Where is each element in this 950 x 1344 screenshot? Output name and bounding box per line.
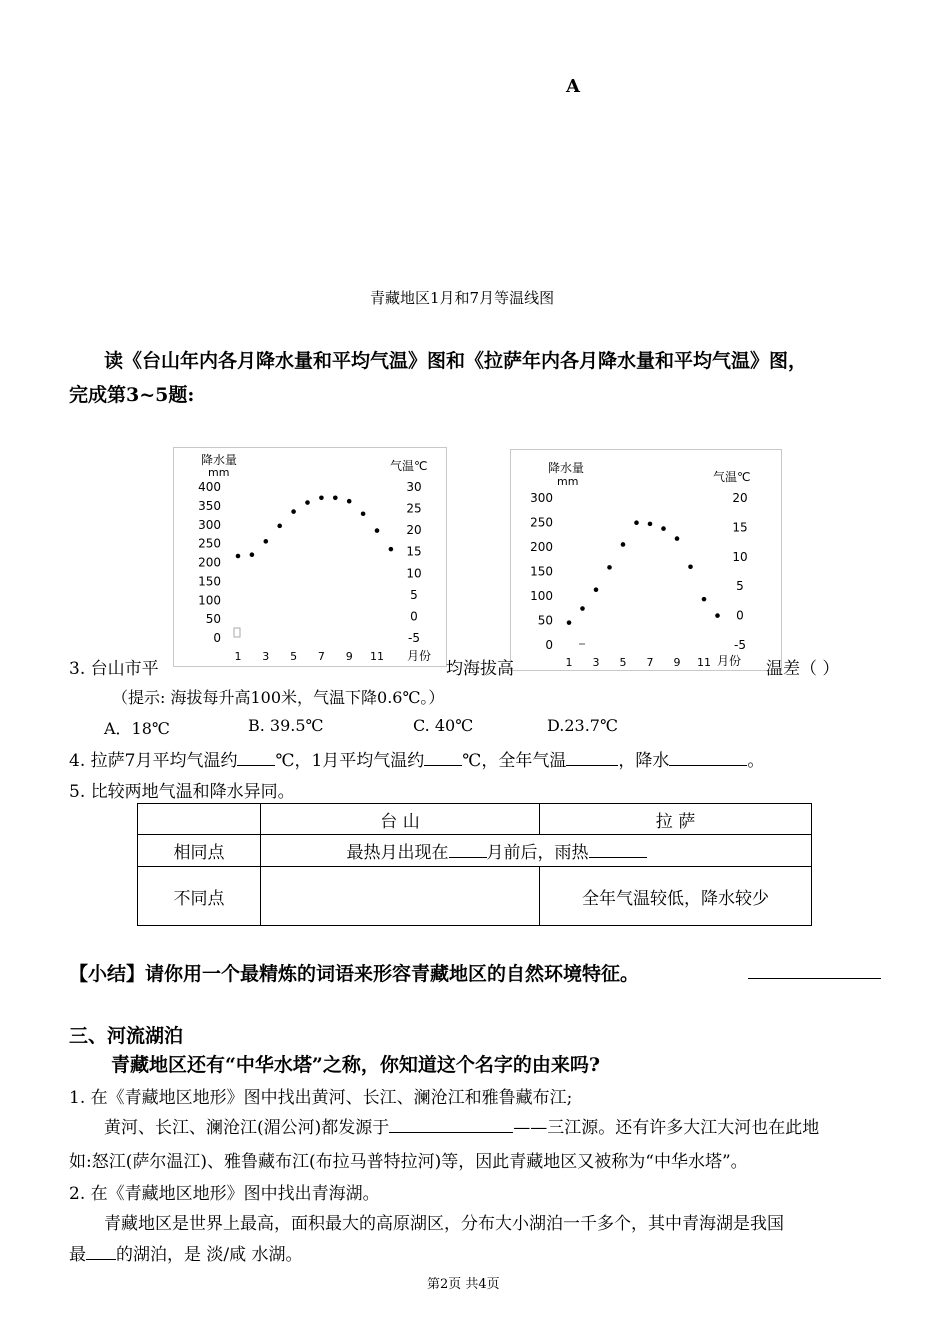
para2-text-b: 最 bbox=[69, 1245, 86, 1265]
x-axis-tick: 3 bbox=[262, 650, 270, 663]
q4-line bbox=[69, 746, 764, 771]
q3-line1-start: 3. 台山市平 bbox=[69, 659, 159, 679]
temperature-point bbox=[567, 620, 572, 625]
table-header-lhasa: 拉 萨 bbox=[540, 804, 812, 835]
table-corner-cell bbox=[138, 804, 261, 835]
section-3-item-1: 1. 在《青藏地区地形》图中找出黄河、长江、澜沧江和雅鲁藏布江; bbox=[69, 1088, 573, 1108]
section-3-para-1-line-2: 如:怒江(萨尔温江)、雅鲁藏布江(布拉马普特拉河)等，因此青藏地区又被称为“中华水塔”。 bbox=[69, 1152, 748, 1172]
summary-text: 【小结】请你用一个最精炼的词语来形容青藏地区的自然环境特征。 bbox=[69, 963, 640, 985]
left-axis-label-1: 降水量 bbox=[548, 461, 585, 475]
temperature-point bbox=[250, 552, 255, 557]
x-axis-tick: 11 bbox=[697, 656, 711, 669]
x-axis-tick: 1 bbox=[234, 650, 242, 663]
right-axis-tick: 30 bbox=[406, 480, 422, 494]
left-axis-tick: 250 bbox=[530, 515, 553, 530]
left-axis-tick: 350 bbox=[198, 498, 221, 513]
q5-text: 5. 比较两地气温和降水异同。 bbox=[69, 782, 295, 802]
q3-option-c: C. 40℃ bbox=[413, 716, 474, 735]
section-3-para-1-line-1 bbox=[104, 1113, 819, 1138]
right-axis-tick: 20 bbox=[406, 523, 422, 538]
page-footer: 第2页 共4页 bbox=[427, 1277, 500, 1292]
x-axis-tick: 9 bbox=[673, 656, 681, 669]
same-text-b: 月前后，雨热 bbox=[486, 843, 589, 863]
right-axis-tick: 0 bbox=[736, 608, 744, 623]
temperature-point bbox=[305, 500, 310, 505]
comparison-table bbox=[137, 803, 812, 926]
same-blank-rainheat[interactable] bbox=[589, 840, 647, 858]
temperature-point bbox=[715, 613, 720, 618]
section-3-para-2-line-1: 青藏地区是世界上最高，面积最大的高原湖区，分布大小湖泊一千多个，其中青海湖是我国 bbox=[104, 1214, 784, 1234]
largest-blank[interactable] bbox=[86, 1242, 116, 1260]
table-diff-taishan[interactable] bbox=[261, 867, 540, 926]
table-row-same-content bbox=[261, 835, 812, 867]
temperature-point bbox=[319, 495, 324, 500]
x-axis-tick: 11 bbox=[370, 650, 384, 663]
q3-line1-end: 温差（ ） bbox=[766, 659, 840, 679]
left-axis-tick: 0 bbox=[213, 631, 221, 645]
left-axis-tick: 100 bbox=[530, 589, 553, 603]
left-axis-tick: 200 bbox=[530, 540, 553, 554]
summary-blank[interactable] bbox=[748, 978, 881, 979]
section-3-title: 三、河流湖泊 bbox=[69, 1025, 184, 1047]
left-axis-tick: 100 bbox=[198, 593, 221, 608]
right-axis-label: 气温℃ bbox=[713, 470, 751, 484]
x-axis-tick: 7 bbox=[317, 650, 325, 663]
temperature-point bbox=[580, 606, 585, 611]
q4-blank-july[interactable] bbox=[237, 748, 275, 766]
x-axis-unit: 月份 bbox=[407, 649, 432, 663]
source-blank[interactable] bbox=[389, 1115, 513, 1133]
temperature-point bbox=[607, 565, 612, 570]
right-axis-tick: 5 bbox=[410, 587, 418, 602]
taishan-climate-chart bbox=[173, 447, 447, 667]
instruction-line-1: 读《台山年内各月降水量和平均气温》图和《拉萨年内各月降水量和平均气温》图， bbox=[104, 350, 808, 372]
para1-text-b: ——三江源。还有许多大江大河也在此地 bbox=[513, 1118, 820, 1138]
lhasa-chart-svg bbox=[511, 450, 781, 670]
right-axis-label: 气温℃ bbox=[390, 459, 428, 473]
right-axis-tick: 20 bbox=[732, 491, 748, 505]
temperature-point bbox=[594, 587, 599, 592]
para2-text-c: 的湖泊，是 淡/咸 水湖。 bbox=[116, 1245, 303, 1265]
temperature-point bbox=[291, 509, 296, 514]
temperature-point bbox=[675, 536, 680, 541]
right-axis-tick: -5 bbox=[408, 631, 420, 645]
q3-option-b: B. 39.5℃ bbox=[248, 716, 324, 735]
temperature-point bbox=[389, 547, 394, 552]
same-blank-month[interactable] bbox=[449, 840, 487, 858]
x-axis-unit: 月份 bbox=[717, 654, 742, 668]
left-axis-label-2: mm bbox=[557, 475, 579, 488]
right-axis-tick: 5 bbox=[736, 579, 744, 594]
x-axis-tick: 5 bbox=[290, 650, 298, 663]
q4-part-5: 。 bbox=[747, 751, 765, 771]
summary-line bbox=[69, 959, 639, 986]
left-axis-label-2: mm bbox=[208, 466, 230, 479]
table-row-label-diff: 不同点 bbox=[138, 867, 261, 926]
table-diff-lhasa: 全年气温较低，降水较少 bbox=[540, 867, 812, 926]
temperature-point bbox=[648, 522, 653, 527]
temperature-point bbox=[702, 597, 707, 602]
temperature-point bbox=[361, 511, 366, 516]
temperature-point bbox=[347, 499, 352, 504]
q4-blank-temp[interactable] bbox=[566, 748, 618, 766]
left-axis-tick: 250 bbox=[198, 536, 221, 551]
q4-part-2: ℃，1月平均气温约 bbox=[275, 751, 425, 771]
temperature-point bbox=[333, 495, 338, 500]
left-axis-label-1: 降水量 bbox=[201, 453, 238, 467]
right-axis-tick: -5 bbox=[734, 638, 746, 652]
right-axis-tick: 15 bbox=[732, 520, 748, 535]
section-3-question: 青藏地区还有“中华水塔”之称，你知道这个名字的由来吗? bbox=[111, 1054, 600, 1076]
left-axis-tick: 50 bbox=[537, 613, 553, 628]
right-axis-tick: 10 bbox=[406, 566, 422, 581]
q3-hint: （提示: 海拔每升高100米，气温下降0.6℃。） bbox=[112, 688, 445, 707]
left-axis-tick: 0 bbox=[545, 638, 553, 652]
left-axis-tick: 150 bbox=[198, 574, 221, 589]
temperature-point bbox=[264, 539, 269, 544]
q4-blank-precip[interactable] bbox=[669, 748, 747, 766]
x-axis-tick: 3 bbox=[592, 656, 600, 669]
temperature-point bbox=[634, 520, 639, 525]
q4-part-3: ℃，全年气温 bbox=[462, 751, 567, 771]
temperature-point bbox=[688, 564, 693, 569]
x-axis-tick: 5 bbox=[619, 656, 627, 669]
para1-text-a: 黄河、长江、澜沧江(湄公河)都发源于 bbox=[104, 1118, 390, 1138]
q3-line1-mid: 均海拔高 bbox=[446, 659, 514, 679]
left-axis-tick: 400 bbox=[198, 480, 221, 494]
lhasa-climate-chart bbox=[510, 449, 782, 671]
temperature-point bbox=[661, 526, 666, 531]
taishan-chart-svg bbox=[174, 448, 446, 666]
x-axis-tick: 7 bbox=[646, 656, 654, 669]
temperature-point bbox=[375, 528, 380, 533]
q4-blank-jan[interactable] bbox=[424, 748, 462, 766]
header-letter: A bbox=[566, 76, 580, 97]
left-axis-tick: 50 bbox=[205, 612, 221, 627]
right-axis-tick: 10 bbox=[732, 549, 748, 564]
right-axis-tick: 15 bbox=[406, 544, 422, 559]
temperature-point bbox=[277, 524, 282, 529]
same-text-a: 最热月出现在 bbox=[346, 843, 449, 863]
instruction-line-2: 完成第3~5题: bbox=[69, 384, 195, 406]
map-caption: 青藏地区1月和7月等温线图 bbox=[370, 289, 555, 307]
small-box-mark bbox=[234, 628, 240, 637]
table-row-label-same: 相同点 bbox=[138, 835, 261, 867]
q3-option-a: A．18℃ bbox=[104, 719, 170, 738]
right-axis-tick: 25 bbox=[406, 501, 422, 516]
x-axis-tick: 9 bbox=[345, 650, 353, 663]
left-axis-tick: 150 bbox=[530, 564, 553, 579]
table-header-taishan: 台 山 bbox=[261, 804, 540, 835]
left-axis-tick: 300 bbox=[530, 491, 553, 505]
section-3-para-2-line-2 bbox=[69, 1240, 303, 1265]
section-3-item-2: 2. 在《青藏地区地形》图中找出青海湖。 bbox=[69, 1184, 380, 1204]
q3-option-d: D.23.7℃ bbox=[547, 716, 618, 735]
right-axis-tick: 0 bbox=[410, 609, 418, 624]
q4-part-1: 4. 拉萨7月平均气温约 bbox=[69, 751, 238, 771]
x-axis-tick: 1 bbox=[565, 656, 573, 669]
temperature-point bbox=[621, 542, 626, 547]
q4-part-4: ，降水 bbox=[618, 751, 670, 771]
left-axis-tick: 300 bbox=[198, 517, 221, 532]
temperature-point bbox=[236, 554, 241, 559]
left-axis-tick: 200 bbox=[198, 555, 221, 570]
